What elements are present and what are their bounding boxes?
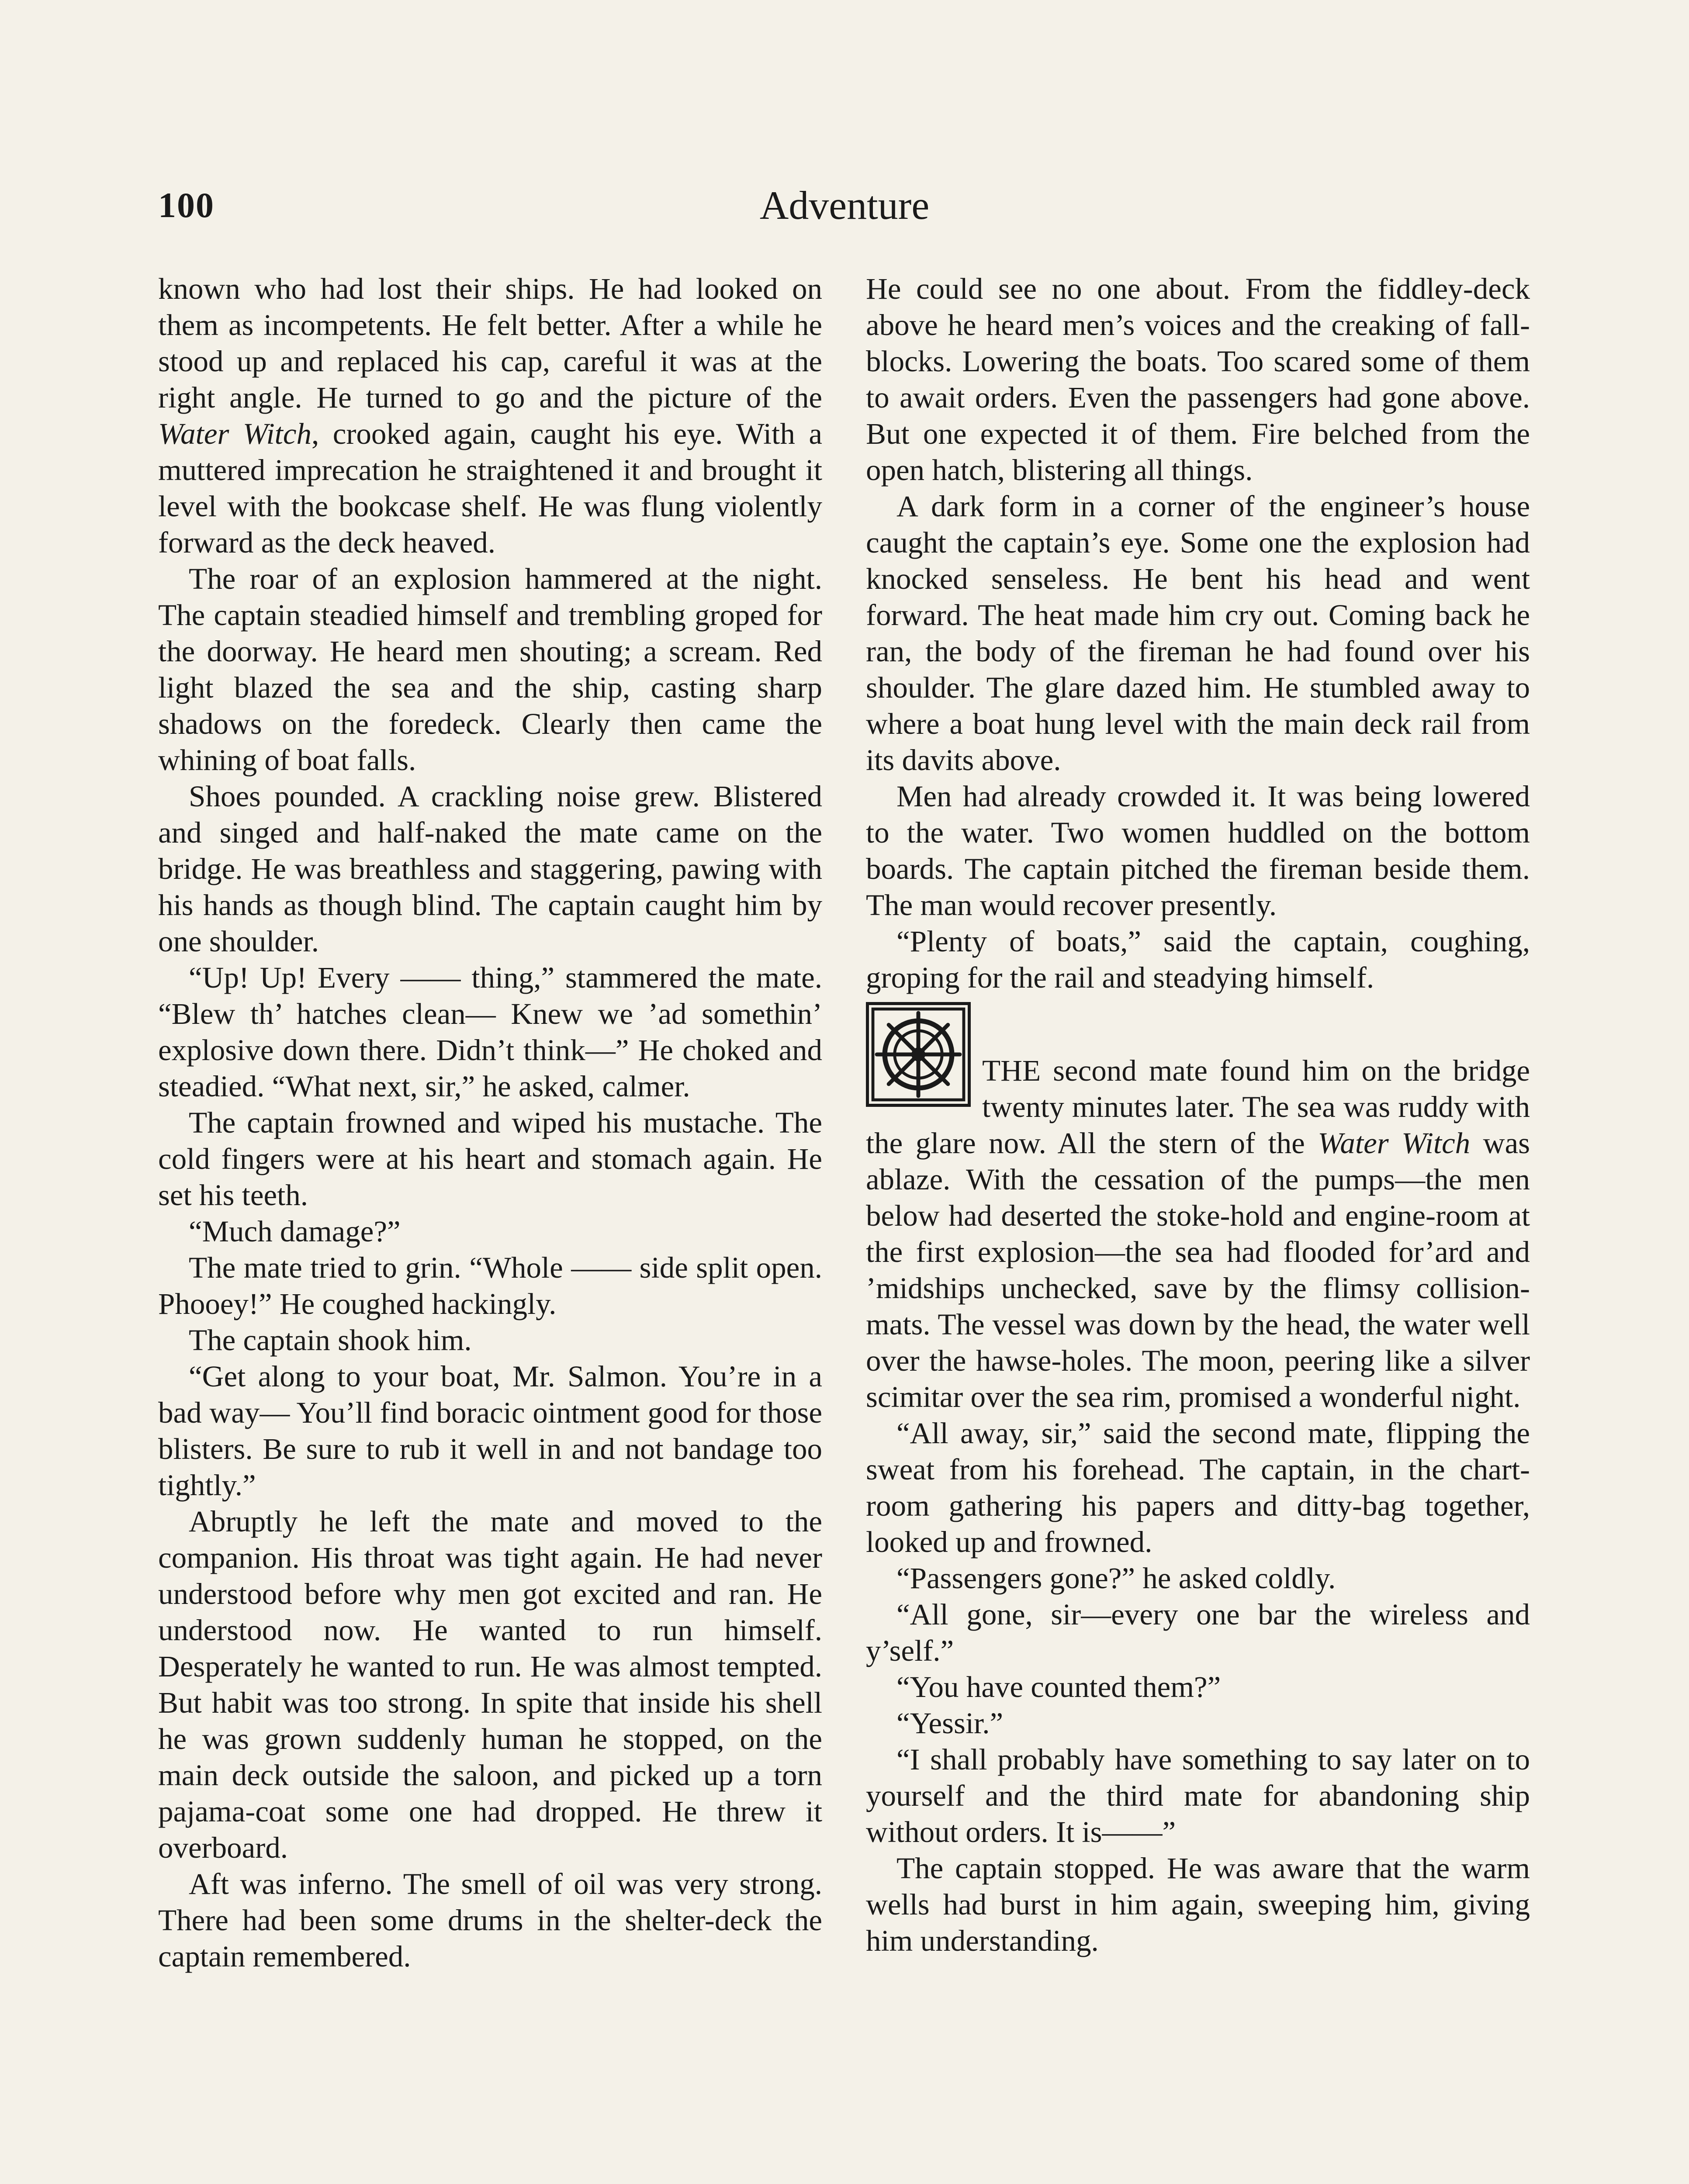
paragraph: THE second mate found him on the bridge twenty minutes later. The sea was ruddy with the glare now. All the stern of the Water Witch was ablaze. With the cessation of the pumps—the men below had deserted the stoke-hold and engine-room at the first explosion—the sea had flooded for’ard and ’midships unchecked, save by the flimsy collision-mats. The vessel was down by the head, the water well over the hawse-holes. The moon, peering like a silver scimitar over the sea rim, promised a wonderful night. xyxy=(866,1054,1530,1413)
right-column xyxy=(866,271,1530,1959)
paragraph: The captain stopped. He was aware that the warm wells had burst in him again, sweeping him, giving him understanding. xyxy=(866,1852,1530,1957)
page-number: 100 xyxy=(158,185,215,225)
paragraph: The captain frowned and wiped his mustache. The cold fingers were at his heart and stomach again. He set his teeth. xyxy=(158,1106,822,1212)
running-head: Adventure xyxy=(759,183,930,228)
paragraph: The captain shook him. xyxy=(189,1324,472,1357)
paragraph: “Plenty of boats,” said the captain, coughing, groping for the rail and steadying himself. xyxy=(866,925,1530,994)
paragraph: He could see no one about. From the fiddley-deck above he heard men’s voices and the creaking of fall-blocks. Lowering the boats. Too scared some of them to await orders. Even the passengers had gone above. But one expected it of them. Fire belched from the open hatch, blistering all things. xyxy=(866,272,1530,487)
left-column xyxy=(158,271,822,1975)
paragraph: “All gone, sir—every one bar the wireless and y’self.” xyxy=(866,1598,1530,1667)
paragraph: “You have counted them?” xyxy=(896,1670,1221,1704)
page-header xyxy=(0,177,1689,234)
paragraph: “Up! Up! Every —— thing,” stammered the mate. “Blew th’ hatches clean— Knew we ’ad somethin’ explosive down there. Didn’t think—” He choked and steadied. “What next, sir,” he asked, calmer. xyxy=(158,961,822,1103)
paragraph: “Yessir.” xyxy=(896,1707,1004,1740)
paragraph: “Get along to your boat, Mr. Salmon. You’re in a bad way— You’ll find boracic ointment good for those blisters. Be sure to rub it well in and not bandage too tightly.” xyxy=(158,1360,822,1502)
paragraph: Abruptly he left the mate and moved to the companion. His throat was tight again. He had never understood before why men got excited and ran. He understood now. He wanted to run himself. Desperately he wanted to run. He was almost tempted. But habit was too strong. In spite that inside his shell he was grown suddenly human he stopped, on the main deck outside the saloon, and picked up a torn pajama-coat some one had dropped. He threw it overboard. xyxy=(158,1505,822,1864)
paragraph: The roar of an explosion hammered at the night. The captain steadied himself and trembling groped for the doorway. He heard men shouting; a scream. Red light blazed the sea and the ship, casting sharp shadows on the foredeck. Clearly then came the whining of boat falls. xyxy=(158,562,822,777)
paragraph: Men had already crowded it. It was being lowered to the water. Two women huddled on the bottom boards. The captain pitched the fireman beside them. The man would recover presently. xyxy=(866,780,1530,922)
paragraph: A dark form in a corner of the engineer’s house caught the captain’s eye. Some one the explosion had knocked senseless. He bent his head and went forward. The heat made him cry out. Coming back he ran, the body of the fireman he had found over his shoulder. The glare dazed him. He stumbled away to where a boat hung level with the main deck rail from its davits above. xyxy=(866,490,1530,777)
paragraph: “I shall probably have something to say later on to yourself and the third mate for abandoning ship without orders. It is——” xyxy=(866,1743,1530,1849)
paragraph: “Much damage?” xyxy=(189,1215,401,1248)
paragraph: Aft was inferno. The smell of oil was very strong. There had been some drums in the shelter-deck the captain remembered. xyxy=(158,1867,822,1973)
paragraph: “All away, sir,” said the second mate, flipping the sweat from his forehead. The captain, in the chart-room gathering his papers and ditty-bag together, looked up and frowned. xyxy=(866,1417,1530,1559)
ship-wheel-icon xyxy=(866,1002,971,1107)
paragraph: The mate tried to grin. “Whole —— side split open. Phooey!” He coughed hackingly. xyxy=(158,1251,822,1320)
paragraph: known who had lost their ships. He had looked on them as incompetents. He felt better. After a while he stood up and replaced his cap, careful it was at the right angle. He turned to go and the picture of the Water Witch, crooked again, caught his eye. With a muttered imprecation he straightened it and brought it level with the bookcase shelf. He was flung violently forward as the deck heaved. xyxy=(158,272,822,559)
paragraph: “Passengers gone?” he asked coldly. xyxy=(896,1562,1336,1595)
paragraph: Shoes pounded. A crackling noise grew. Blistered and singed and half-naked the mate came on the bridge. He was breathless and staggering, pawing with his hands as though blind. The captain caught him by one shoulder. xyxy=(158,780,822,958)
